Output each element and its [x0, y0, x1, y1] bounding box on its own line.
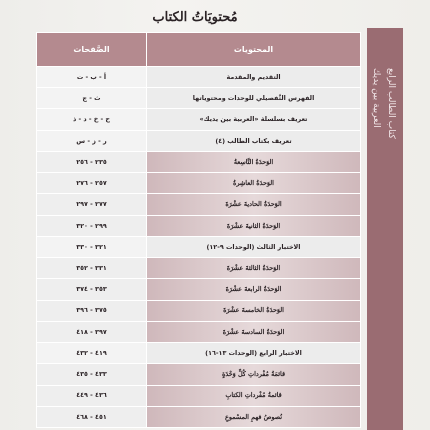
table-row — [37, 151, 361, 172]
side-band-title: العربية بين يديك — [371, 68, 381, 128]
row-pages: ٢٣٥ - ٢٥٦ — [37, 151, 147, 172]
row-pages: ٣٢١ - ٣٣٠ — [37, 236, 147, 257]
table-row — [37, 130, 361, 151]
row-pages: ٢٥٧ - ٢٧٦ — [37, 173, 147, 194]
row-title: الوَحدَةُ الحاديةَ عشْرَةَ — [147, 194, 361, 215]
side-band-subtitle: كتاب الطالب الرابع — [386, 68, 396, 139]
table-row — [37, 236, 361, 257]
table-row — [37, 88, 361, 109]
side-band — [367, 28, 403, 430]
table-row — [37, 406, 361, 427]
table-row — [37, 173, 361, 194]
row-title: نُصوصُ فهمِ المسْموعِ — [147, 406, 361, 427]
table-row — [37, 215, 361, 236]
row-title: التقديم والمقدمة — [147, 67, 361, 88]
table-row — [37, 343, 361, 364]
table-row — [37, 364, 361, 385]
table-row — [37, 67, 361, 88]
row-title: الوَحدَةُ السادسةَ عشْرَةَ — [147, 321, 361, 342]
row-title: الاختبار الرابع (الوحدات ١٣-١٦) — [147, 343, 361, 364]
row-pages: ٣٥٣ - ٣٧٤ — [37, 279, 147, 300]
row-title: الفهرس التَّفصيلي للوحدات ومحتوياتها — [147, 88, 361, 109]
row-pages: ٤٣٣ - ٤٣٥ — [37, 364, 147, 385]
row-title: الوَحدَةُ العاشِرةُ — [147, 173, 361, 194]
row-pages: ث - ج — [37, 88, 147, 109]
table-row — [37, 258, 361, 279]
row-pages: ٤٣٦ - ٤٤٩ — [37, 385, 147, 406]
row-title: تعريف بسلسلة «العربية بين يديك» — [147, 109, 361, 130]
table-header-row — [37, 33, 361, 67]
row-pages: ٢٩٩ - ٣٢٠ — [37, 215, 147, 236]
table-of-contents — [36, 32, 361, 428]
row-title: الوَحدَةُ الثانيةَ عشْرَةَ — [147, 215, 361, 236]
table-row — [37, 194, 361, 215]
toc-body — [37, 67, 361, 428]
row-pages: أ - ب - ت — [37, 67, 147, 88]
row-pages: ٣٧٥ - ٣٩٦ — [37, 300, 147, 321]
row-pages: ٢٧٧ - ٢٩٧ — [37, 194, 147, 215]
table-row — [37, 300, 361, 321]
table-row — [37, 321, 361, 342]
row-pages: ر - ز - س — [37, 130, 147, 151]
row-pages: ٤١٩ - ٤٣٢ — [37, 343, 147, 364]
row-pages: ٣٩٧ - ٤١٨ — [37, 321, 147, 342]
table-row — [37, 279, 361, 300]
table-row — [37, 109, 361, 130]
row-title: الوَحدَةُ التَّاسِعةُ — [147, 151, 361, 172]
page-title: مُحتويَاتُ الكتاب — [152, 10, 238, 25]
row-title: الوَحدَةُ الرابعةَ عشْرَةَ — [147, 279, 361, 300]
row-pages: ح - خ - د - ذ — [37, 109, 147, 130]
table-row — [37, 385, 361, 406]
row-title: الوَحدَةُ الخامسةَ عشْرَةَ — [147, 300, 361, 321]
row-pages: ٣٣١ - ٣٥٢ — [37, 258, 147, 279]
row-title: تعريف بكتاب الطالب (٤) — [147, 130, 361, 151]
row-title: الوَحدَةُ الثالثةَ عشْرَةَ — [147, 258, 361, 279]
pages-header: الصَّفحات — [37, 33, 147, 67]
row-title: قائمَةُ مُفْرداتِ كُلِّ وَحْدَةٍ — [147, 364, 361, 385]
row-pages: ٤٥١ - ٤٦٨ — [37, 406, 147, 427]
row-title: قائمةُ مُفْرداتِ الكتابِ — [147, 385, 361, 406]
contents-header: المحتويات — [147, 33, 361, 67]
row-title: الاختبار الثالث (الوحدات ٩-١٢) — [147, 236, 361, 257]
